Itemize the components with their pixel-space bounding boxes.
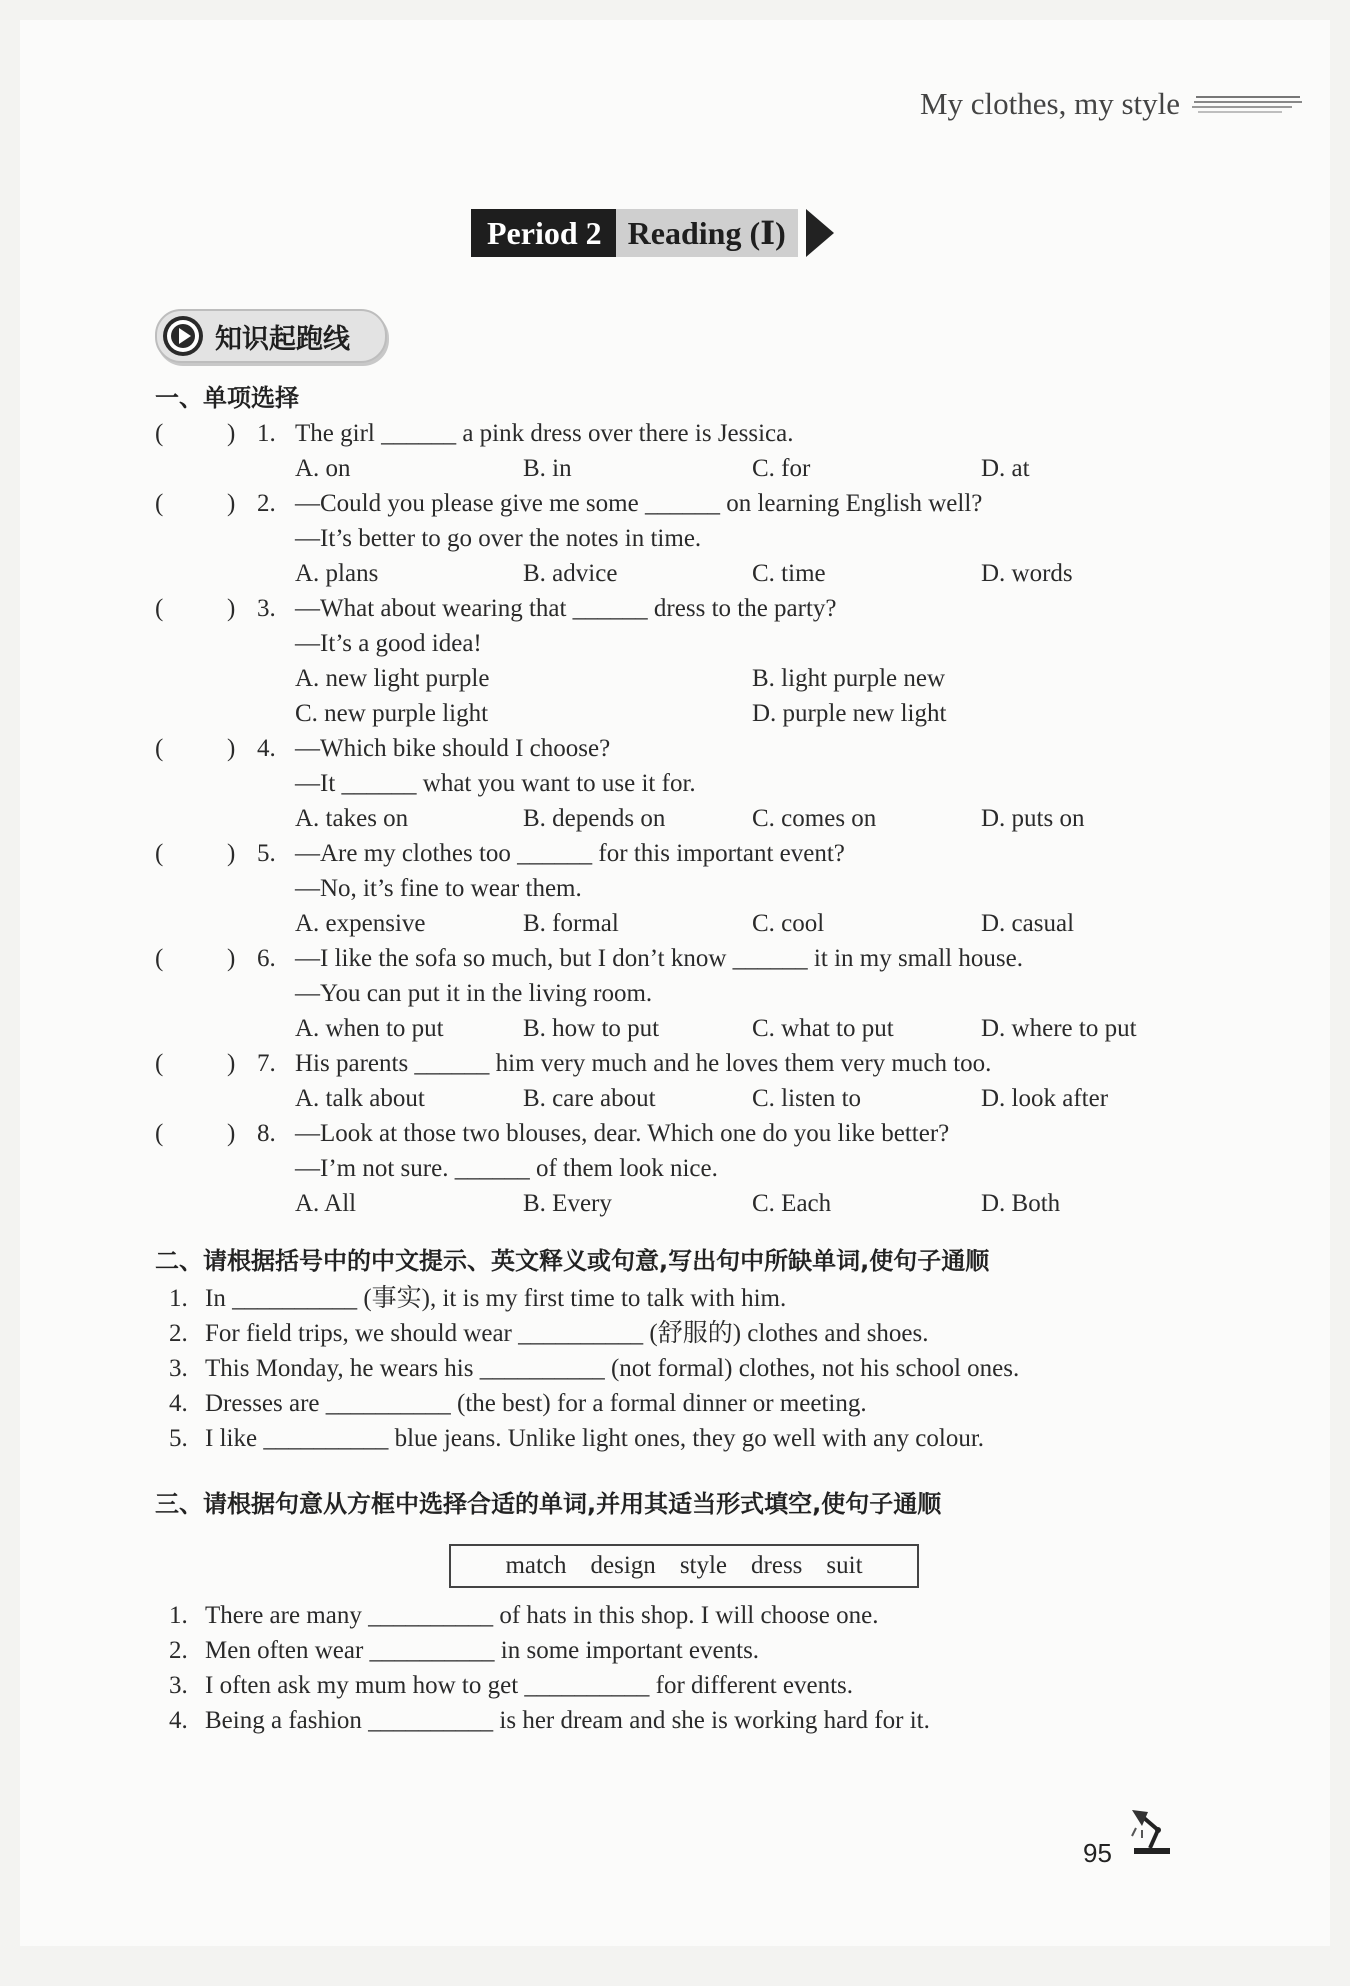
- running-title-text: My clothes, my style: [919, 86, 1180, 121]
- fill-in-list: [155, 1281, 1275, 1456]
- option[interactable]: A. when to put: [295, 1015, 444, 1042]
- option-row: [155, 1011, 1275, 1046]
- answer-paren-left[interactable]: (: [155, 1120, 164, 1147]
- option[interactable]: D. casual: [981, 910, 1075, 937]
- item-text[interactable]: Being a fashion __________ is her dream and she is working hard for it.: [205, 1707, 930, 1734]
- option[interactable]: A. All: [295, 1190, 357, 1217]
- option[interactable]: C. cool: [752, 910, 825, 937]
- option[interactable]: B. light purple new: [752, 665, 946, 692]
- question-line: [155, 836, 1275, 871]
- option[interactable]: B. advice: [523, 560, 618, 587]
- question-line: [155, 521, 1275, 556]
- option[interactable]: B. care about: [523, 1085, 656, 1112]
- pill-label: 知识起跑线: [215, 323, 350, 355]
- answer-paren-left[interactable]: (: [155, 1050, 164, 1077]
- question-text: —I like the sofa so much, but I don’t know ______ it in my small house.: [295, 945, 1023, 972]
- item-text[interactable]: Men often wear __________ in some important events.: [205, 1637, 760, 1664]
- question-text: —Look at those two blouses, dear. Which one do you like better?: [295, 1120, 950, 1147]
- answer-paren-right[interactable]: ): [227, 840, 236, 867]
- option[interactable]: B. in: [523, 455, 572, 482]
- question-line: [155, 1046, 1275, 1081]
- word-option: design: [590, 1552, 656, 1579]
- question-number: 1.: [257, 420, 276, 447]
- item-text[interactable]: In __________ (事实), it is my first time to talk with him.: [205, 1285, 787, 1312]
- answer-paren-left[interactable]: (: [155, 595, 164, 622]
- word-option: dress: [751, 1552, 803, 1579]
- answer-paren-left[interactable]: (: [155, 490, 164, 517]
- option-row: [155, 1186, 1275, 1221]
- fill-item: [155, 1316, 1275, 1351]
- fill-item: [155, 1281, 1275, 1316]
- answer-paren-right[interactable]: ): [227, 945, 236, 972]
- question-line: [155, 976, 1275, 1011]
- option-row: [155, 696, 1275, 731]
- question-number: 5.: [257, 840, 276, 867]
- question-line: [155, 1151, 1275, 1186]
- item-text[interactable]: This Monday, he wears his __________ (not formal) clothes, not his school ones.: [205, 1355, 1020, 1382]
- item-number: 4.: [169, 1707, 188, 1734]
- question-number: 8.: [257, 1120, 276, 1147]
- item-text[interactable]: I often ask my mum how to get __________ for different events.: [205, 1672, 854, 1699]
- answer-paren-right[interactable]: ): [227, 1120, 236, 1147]
- period-label: Period 2: [471, 209, 616, 257]
- question-text: —What about wearing that ______ dress to the party?: [295, 595, 837, 622]
- option[interactable]: D. words: [981, 560, 1073, 587]
- page-number: 95: [1083, 1838, 1112, 1868]
- answer-paren-left[interactable]: (: [155, 945, 164, 972]
- option[interactable]: A. expensive: [295, 910, 426, 937]
- fill-item: [155, 1351, 1275, 1386]
- question-line: [155, 486, 1275, 521]
- option-row: [155, 801, 1275, 836]
- question-number: 7.: [257, 1050, 276, 1077]
- option[interactable]: B. depends on: [523, 805, 666, 832]
- question-line: [155, 626, 1275, 661]
- fill-item: [155, 1421, 1275, 1456]
- option[interactable]: A. on: [295, 455, 351, 482]
- item-text[interactable]: There are many __________ of hats in this shop. I will choose one.: [205, 1602, 879, 1629]
- option[interactable]: D. puts on: [981, 805, 1085, 832]
- question-text: —I’m not sure. ______ of them look nice.: [295, 1155, 718, 1182]
- option[interactable]: D. Both: [981, 1190, 1061, 1217]
- question-line: [155, 416, 1275, 451]
- option[interactable]: C. listen to: [752, 1085, 862, 1112]
- question-text: —It’s better to go over the notes in time.: [295, 525, 702, 552]
- lesson-label: Reading (Ⅰ): [616, 209, 798, 257]
- desk-lamp-icon: [1128, 1806, 1174, 1856]
- content: [155, 380, 1275, 1738]
- fill-item: [155, 1386, 1275, 1421]
- question-line: [155, 871, 1275, 906]
- word-option: match: [505, 1552, 567, 1579]
- question-text: —Are my clothes too ______ for this important event?: [295, 840, 845, 867]
- answer-paren-right[interactable]: ): [227, 420, 236, 447]
- option[interactable]: C. time: [752, 560, 826, 587]
- option[interactable]: C. what to put: [752, 1015, 894, 1042]
- answer-paren-right[interactable]: ): [227, 595, 236, 622]
- decorative-lines-icon: [1192, 93, 1304, 115]
- question-text: —No, it’s fine to wear them.: [295, 875, 582, 902]
- option[interactable]: A. new light purple: [295, 665, 490, 692]
- question-text: —It ______ what you want to use it for.: [295, 770, 696, 797]
- arrow-right-icon: [806, 209, 834, 257]
- question-text: His parents ______ him very much and he loves them very much too.: [295, 1050, 992, 1077]
- option-row: [155, 661, 1275, 696]
- item-text[interactable]: For field trips, we should wear __________ (舒服的) clothes and shoes.: [205, 1320, 929, 1347]
- answer-paren-right[interactable]: ): [227, 735, 236, 762]
- question-line: [155, 591, 1275, 626]
- option[interactable]: D. purple new light: [752, 700, 947, 727]
- option[interactable]: A. plans: [295, 560, 379, 587]
- question-text: —Which bike should I choose?: [295, 735, 611, 762]
- question-number: 4.: [257, 735, 276, 762]
- question-line: [155, 941, 1275, 976]
- item-number: 3.: [169, 1672, 188, 1699]
- question-line: [155, 766, 1275, 801]
- option[interactable]: B. how to put: [523, 1015, 660, 1042]
- answer-paren-right[interactable]: ): [227, 490, 236, 517]
- multiple-choice-list: [155, 416, 1275, 1221]
- section-title: 一、单项选择: [155, 384, 299, 412]
- running-title: [920, 86, 1304, 122]
- answer-paren-right[interactable]: ): [227, 1050, 236, 1077]
- question-text: —You can put it in the living room.: [295, 980, 653, 1007]
- question-text: —It’s a good idea!: [295, 630, 482, 657]
- fill-item: [155, 1703, 1275, 1738]
- answer-paren-left[interactable]: (: [155, 840, 164, 867]
- option[interactable]: C. comes on: [752, 805, 877, 832]
- option[interactable]: C. for: [752, 455, 811, 482]
- option[interactable]: C. Each: [752, 1190, 832, 1217]
- question-text: The girl ______ a pink dress over there is Jessica.: [295, 420, 794, 447]
- item-number: 5.: [169, 1425, 188, 1452]
- option[interactable]: D. at: [981, 455, 1030, 482]
- question-line: [155, 1116, 1275, 1151]
- option[interactable]: B. formal: [523, 910, 619, 937]
- option[interactable]: C. new purple light: [295, 700, 489, 727]
- option[interactable]: D. where to put: [981, 1015, 1137, 1042]
- fill-item: [155, 1633, 1275, 1668]
- section-pill: [155, 309, 387, 363]
- question-number: 3.: [257, 595, 276, 622]
- item-number: 2.: [169, 1637, 188, 1664]
- answer-paren-left[interactable]: (: [155, 735, 164, 762]
- option-row: [155, 451, 1275, 486]
- fill-item: [155, 1598, 1275, 1633]
- option-row: [155, 906, 1275, 941]
- workbook-page: [20, 20, 1330, 1946]
- item-text[interactable]: Dresses are __________ (the best) for a formal dinner or meeting.: [205, 1390, 867, 1417]
- fill-item: [155, 1668, 1275, 1703]
- item-number: 2.: [169, 1320, 188, 1347]
- item-number: 4.: [169, 1390, 188, 1417]
- fill-in-list: [155, 1598, 1275, 1738]
- question-line: [155, 731, 1275, 766]
- option-row: [155, 556, 1275, 591]
- item-text[interactable]: I like __________ blue jeans. Unlike light ones, they go well with any colour.: [205, 1425, 985, 1452]
- option[interactable]: A. takes on: [295, 805, 409, 832]
- option[interactable]: A. talk about: [295, 1085, 425, 1112]
- question-number: 6.: [257, 945, 276, 972]
- item-number: 3.: [169, 1355, 188, 1382]
- section-title: 三、请根据句意从方框中选择合适的单词,并用其适当形式填空,使句子通顺: [155, 1490, 942, 1518]
- question-number: 2.: [257, 490, 276, 517]
- play-icon: [163, 316, 203, 356]
- word-option: style: [679, 1552, 728, 1579]
- item-number: 1.: [169, 1285, 188, 1312]
- word-option: suit: [826, 1552, 863, 1579]
- option[interactable]: B. Every: [523, 1190, 612, 1217]
- period-banner: [471, 209, 834, 257]
- section-title: 二、请根据括号中的中文提示、英文释义或句意,写出句中所缺单词,使句子通顺: [155, 1247, 990, 1275]
- option[interactable]: D. look after: [981, 1085, 1109, 1112]
- answer-paren-left[interactable]: (: [155, 420, 164, 447]
- option-row: [155, 1081, 1275, 1116]
- word-box: [449, 1544, 919, 1588]
- item-number: 1.: [169, 1602, 188, 1629]
- question-text: —Could you please give me some ______ on learning English well?: [295, 490, 983, 517]
